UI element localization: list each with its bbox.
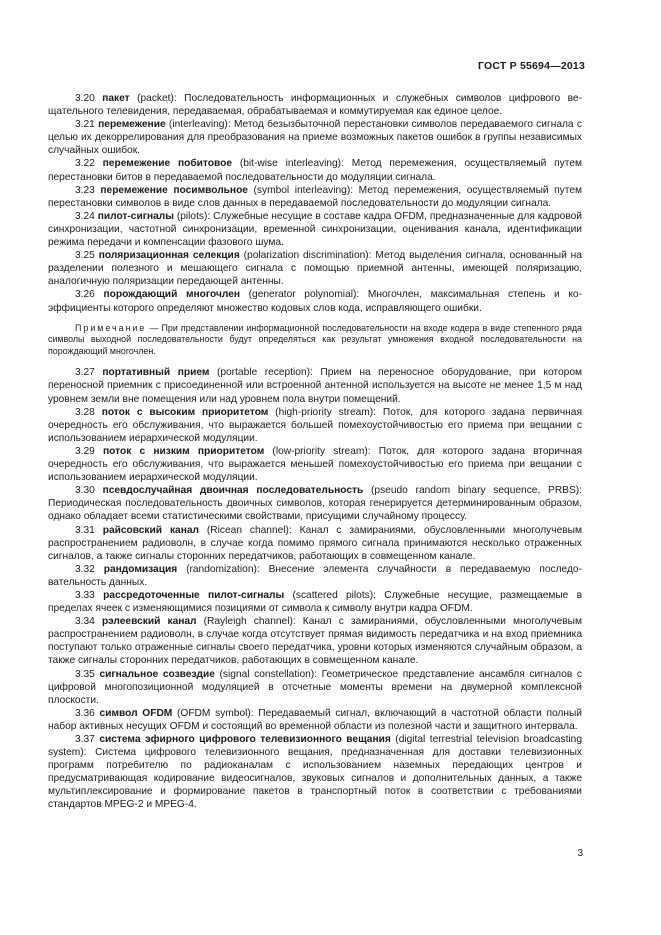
term-3-24: 3.24 пилот-сигналы (pilots): Служебные несущие в составе кадра OFDM, предназначенные для кадровой синхронизации, частотной синхронизации, временной синхронизации, оценивания канала, идентификации режима передачи и компенсации фазового шума.: [48, 210, 582, 249]
term-3-31: 3.31 райсовский канал (Ricean channel): Канал с замираниями, обусловленными многолучевым распространением радиоволн, в случае когда помимо прямого сигнала принимаются несколько отраженных сигналов, а также сигналы сторонних передатчиков, работающих в совмещенном канале.: [48, 524, 582, 562]
term-3-33: 3.33 рассредоточенные пилот-сигналы (scattered pilots): Служебные несущие, размещаемые в пределах ячеек с изменяющимися позициями от символа к символу внутри кадра OFDM.: [48, 589, 583, 615]
term-3-22: 3.22 перемежение побитовое (bit-wise interleaving): Метод перемежения, осуществляемый путем перестановки битов в передаваемой последовательности до модуляции сигнала.: [48, 158, 582, 183]
term-3-20: 3.20 пакет (packet): Последовательность информационных и служебных символов цифрового вещательного телевидения, передаваемая, обрабатываемая и коммутируемая как единое целое.: [48, 93, 582, 118]
term-3-21: 3.21 перемежение (interleaving): Метод безызбыточной перестановки символов передаваемого сигнала с целью их декоррелирования для преобразования на приеме возможных пакетов ошибок в группы независимых случайных ошибок.: [48, 119, 582, 157]
term-3-27: 3.27 портативный прием (portable reception): Прием на переносное оборудование, при котором переносной приемник с присоединенной или встроенной антенной используется на высоте не менее 1,5 м над уровнем земли вне помещения или над уровнем пола внутри помещений.: [48, 367, 582, 405]
term-3-32: 3.32 рандомизация (randomization): Внесение элемента случайности в передаваемую последовательность данных.: [48, 563, 582, 588]
standard-code-header: ГОСТ Р 55694—2013: [477, 60, 585, 72]
note: [48, 323, 582, 358]
note-label: Примечание: [75, 322, 147, 333]
term-3-36: 3.36 символ OFDM (OFDM symbol): Передаваемый сигнал, включающий в частотной области полный набор активных несущих OFDM и состоящий во временной области из полезной части и защитного интервала.: [48, 707, 582, 732]
term-3-29: 3.29 поток с низким приоритетом (low-priority stream): Поток, для которого задана вторичная очередность его обслуживания, что выражается меньшей помехоустойчивостью его приема при вещании с использованием иерархической модуляции.: [48, 445, 582, 484]
term-3-37: 3.37 система эфирного цифрового телевизионного вещания (digital terrestrial television broadcasting system): Система цифрового телевизионного вещания, предназначенная для доставки телевизионных программ потребителю по радиоканалам с использованием наземных передающих центров и предусматривающая кодирование видеосигналов, звуковых сигналов и дополнительных данных, а также мультиплексирование и формирование пакетов в транспортный поток в соответствии с требованиями стандартов MPEG-2 и MPEG-4.: [48, 734, 582, 811]
document-body: [48, 92, 582, 812]
note-text: — При представлении информационной последовательности на входе кодера в виде степенного ряда символы выходной последовательности будут определяться как результат умножения входной последовательности на порождающий многочлен.: [48, 322, 582, 356]
page-number: 3: [577, 848, 583, 859]
term-3-26: 3.26 порождающий многочлен (generator polynomial): Многочлен, максимальная степень и коэффициенты которого определяют множество кодовых слов кода, исправляющего ошибки.: [48, 289, 582, 314]
term-3-35: 3.35 сигнальное созвездие (signal constellation): Геометрическое представление ансамбля сигналов с цифровой многопозиционной модуляцией в отсчетные моменты времени на двумерной комплексной плоскости.: [48, 668, 582, 706]
term-3-30: 3.30 псевдослучайная двоичная последовательность (pseudo random binary sequence, PRBS): Периодическая последовательность двоичных символов, которая генерируется детерминированным образом, однако обладает всеми статистическими свойствами, присущими случайному процессу.: [48, 485, 582, 523]
term-3-34: 3.34 рэлеевский канал (Rayleigh channel): Канал с замираниями, обусловленными многолучевым распространением радиоволн, в случае когда отсутствует прямая видимость передатчика и на вход приемника поступают только отраженные сигналы своего передатчика, уровни которых изменяются случайным образом, а также сигналы сторонних передатчиков, работающих в совмещенном канале.: [48, 616, 582, 667]
term-3-28: 3.28 поток с высоким приоритетом (high-priority stream): Поток, для которого задана первичная очередность его обслуживания, что выражается большей помехоустойчивостью его приема при вещании с использованием иерархической модуляции.: [48, 406, 582, 444]
term-3-23: 3.23 перемежение посимвольное (symbol interleaving): Метод перемежения, осуществляемый путем перестановки символов в виде слов данных в передаваемой последовательности до модуляции сигнала.: [48, 184, 582, 209]
term-3-25: 3.25 поляризационная селекция (polarization discrimination): Метод выделения сигнала, основанный на разделении полезного и мешающего сигнала с помощью приемной антенны, имеющей поляризацию, аналогичную поляризации передающей антенны.: [48, 250, 582, 288]
